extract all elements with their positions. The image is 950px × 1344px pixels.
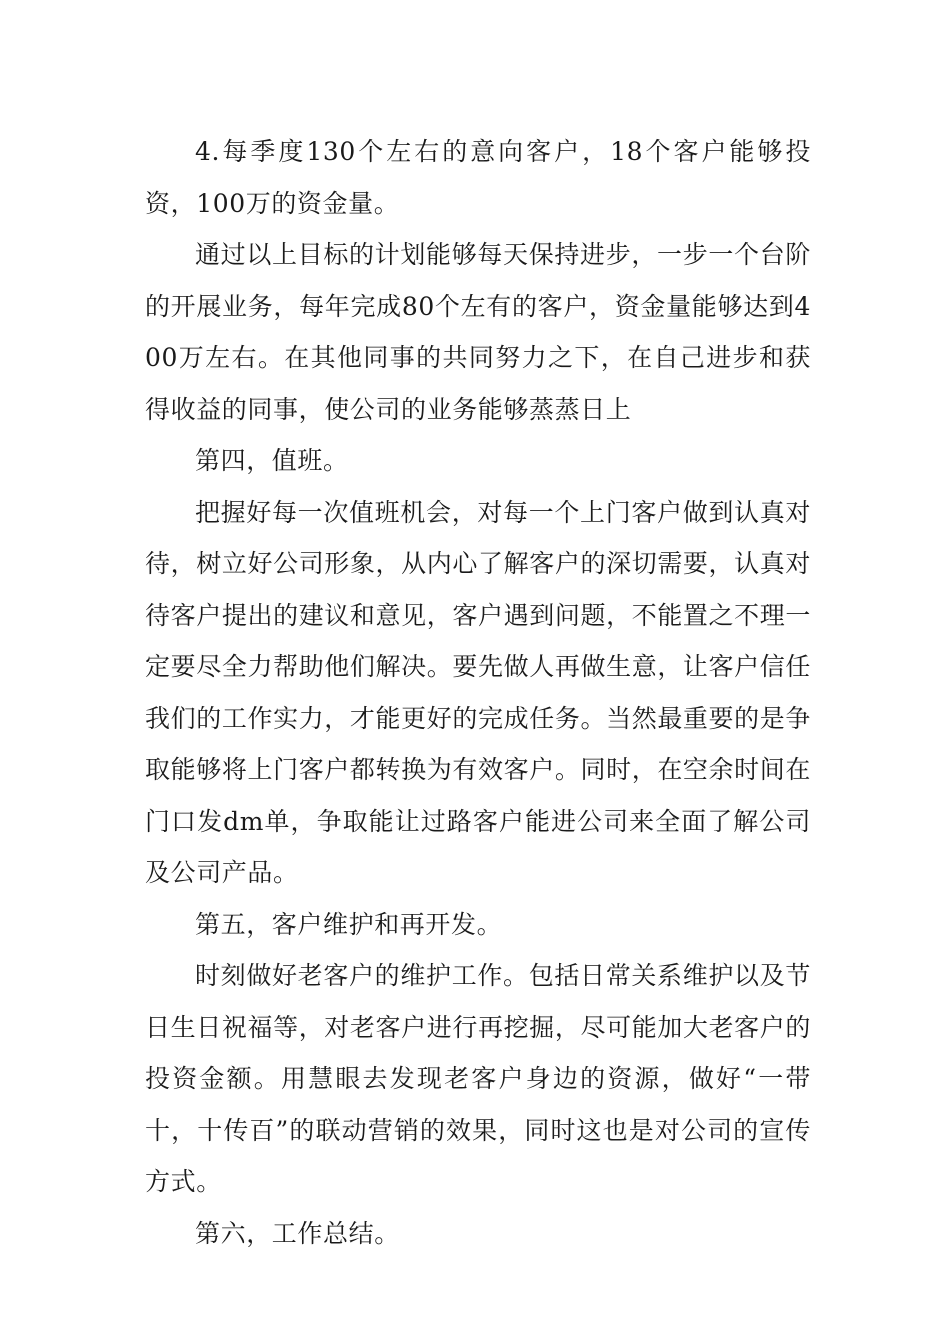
section-heading-work-summary: 第六，工作总结。 [195,1218,400,1248]
paragraph-client-maintenance: 时刻做好老客户的维护工作。包括日常关系维护以及节日生日祝福等，对老客户进行再挖掘，尽可能加大老客户的投资金额。用慧眼去发现老客户身边的资源，做好“一带十，十传百”的联动营销的效果，同时这也是对公司的宣传方式。 [145,961,811,1196]
document-body [145,126,811,1259]
section-heading-client-maintenance: 第五，客户维护和再开发。 [195,909,503,939]
paragraph-duty: 把握好每一次值班机会，对每一个上门客户做到认真对待，树立好公司形象，从内心了解客户的深切需要，认真对待客户提出的建议和意见，客户遇到问题，不能置之不理一定要尽全力帮助他们解决。要先做人再做生意，让客户信任我们的工作实力，才能更好的完成任务。当然最重要的是争取能够将上门客户都转换为有效客户。同时，在空余时间在门口发dm单，争取能让过路客户能进公司来全面了解公司及公司产品。 [145,497,811,887]
paragraph-annual-plan: 通过以上目标的计划能够每天保持进步，一步一个台阶的开展业务，每年完成80个左有的客户，资金量能够达到400万左右。在其他同事的共同努力之下，在自己进步和获得收益的同事，使公司的业务能够蒸蒸日上 [145,240,811,424]
paragraph-quarterly-target: 4.每季度130个左右的意向客户，18个客户能够投资，100万的资金量。 [145,137,811,218]
section-heading-duty: 第四，值班。 [195,446,349,475]
